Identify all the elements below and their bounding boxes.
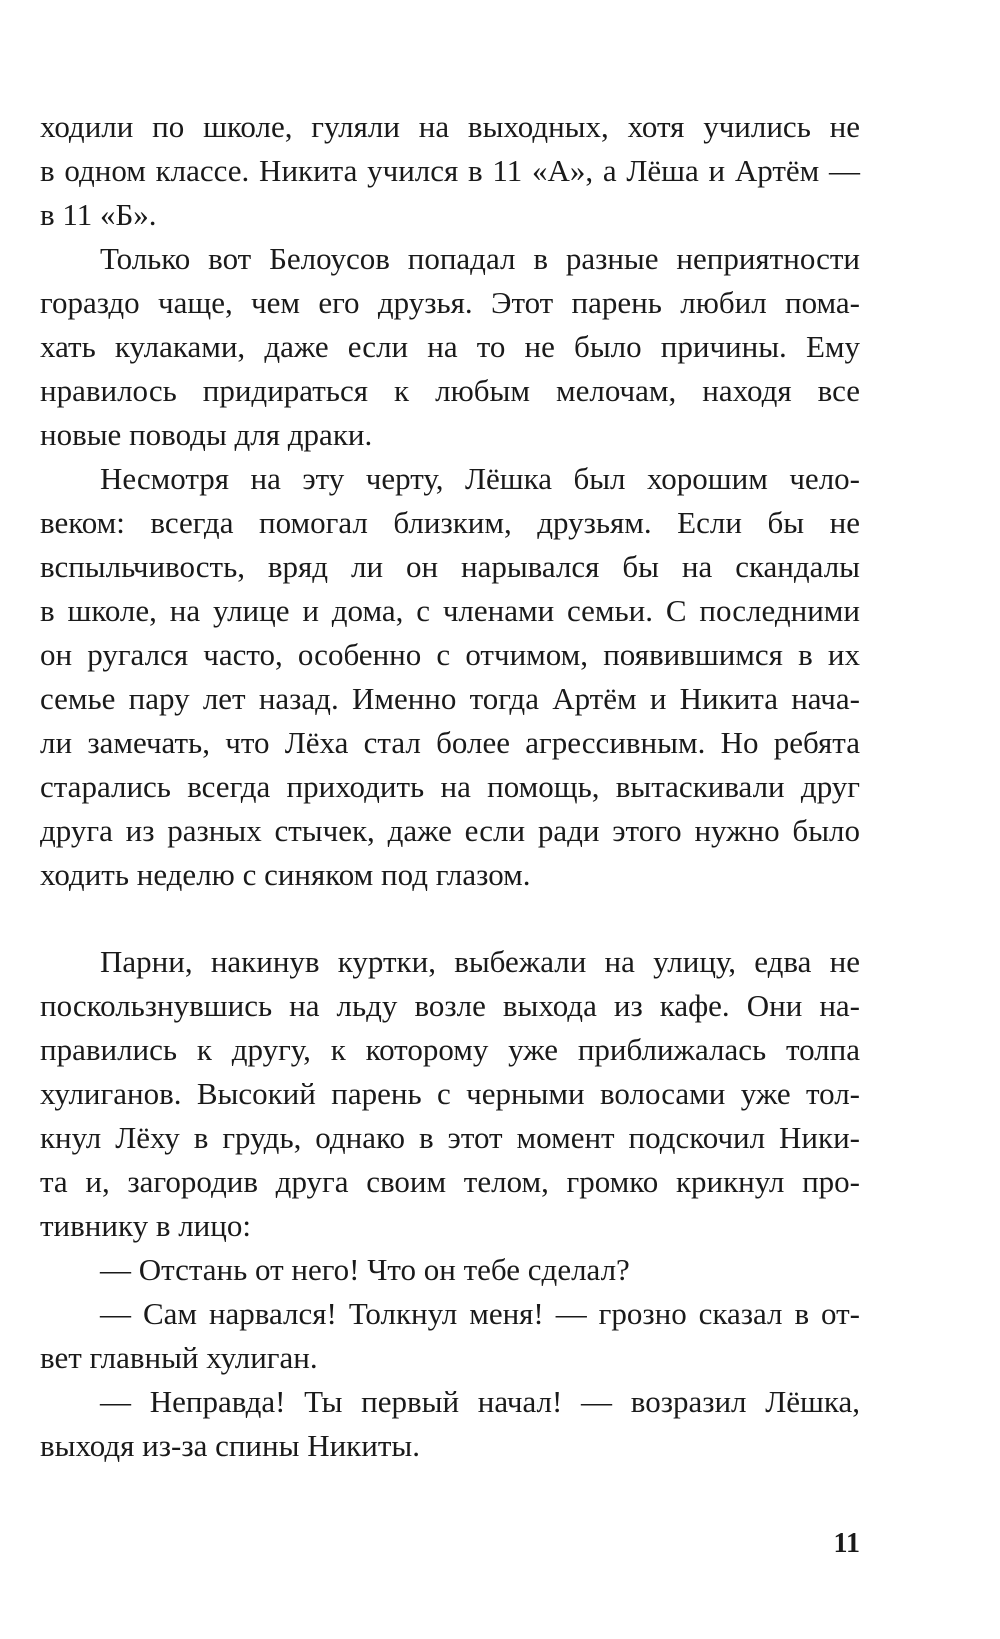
text-line: тивнику в лицо:: [40, 1208, 251, 1243]
text-line: та и, загородив друга своим телом, громко крикнул про-: [40, 1164, 860, 1199]
text-line: Несмотря на эту черту, Лёшка был хорошим чело-: [100, 461, 860, 496]
text-line: кнул Лёху в грудь, однако в этот момент подскочил Ники-: [40, 1120, 860, 1155]
text-line: ходили по школе, гуляли на выходных, хотя учились не: [40, 109, 860, 144]
text-line: правились к другу, к которому уже приближалась толпа: [40, 1032, 860, 1067]
text-line: вет главный хулиган.: [40, 1340, 318, 1375]
paragraph-4: [40, 940, 860, 1248]
dialogue-line-1: [40, 1248, 860, 1292]
paragraph-2: [40, 237, 860, 457]
text-line: ходить неделю с синяком под глазом.: [40, 857, 531, 892]
text-line: выходя из-за спины Никиты.: [40, 1428, 420, 1463]
text-line: нравилось придираться к любым мелочам, находя все: [40, 373, 860, 408]
page-body: [40, 105, 860, 1468]
text-line: хать кулаками, даже если на то не было причины. Ему: [40, 329, 860, 364]
text-line: он ругался часто, особенно с отчимом, появившимся в их: [40, 637, 860, 672]
page-number: 11: [833, 1528, 860, 1559]
text-line: веком: всегда помогал близким, друзьям. Если бы не: [40, 505, 860, 540]
text-line: ли замечать, что Лёха стал более агрессивным. Но ребята: [40, 725, 860, 760]
text-line: хулиганов. Высокий парень с черными волосами уже тол-: [40, 1076, 860, 1111]
text-line: — Отстань от него! Что он тебе сделал?: [100, 1252, 630, 1287]
text-line: в школе, на улице и дома, с членами семьи. С последними: [40, 593, 860, 628]
paragraph-3: [40, 457, 860, 897]
text-line: друга из разных стычек, даже если ради этого нужно было: [40, 813, 860, 848]
dialogue-line-3: [40, 1380, 860, 1468]
text-line: вспыльчивость, вряд ли он нарывался бы на скандалы: [40, 549, 860, 584]
paragraph-1: [40, 105, 860, 237]
dialogue-line-2: [40, 1292, 860, 1380]
text-line: новые поводы для драки.: [40, 417, 373, 452]
section-break: [40, 897, 860, 940]
text-line: Только вот Белоусов попадал в разные неприятности: [100, 241, 860, 276]
text-line: семье пару лет назад. Именно тогда Артём и Никита нача-: [40, 681, 860, 716]
text-line: — Сам нарвался! Толкнул меня! — грозно сказал в от-: [100, 1296, 860, 1331]
text-line: старались всегда приходить на помощь, вытаскивали друг: [40, 769, 860, 804]
text-line: гораздо чаще, чем его друзья. Этот парень любил пома-: [40, 285, 860, 320]
text-line: поскользнувшись на льду возле выхода из кафе. Они на-: [40, 988, 860, 1023]
text-line: в 11 «Б».: [40, 197, 157, 232]
text-line: — Неправда! Ты первый начал! — возразил Лёшка,: [100, 1384, 860, 1419]
text-line: в одном классе. Никита учился в 11 «А», а Лёша и Артём —: [40, 153, 860, 188]
text-line: Парни, накинув куртки, выбежали на улицу, едва не: [100, 944, 860, 979]
